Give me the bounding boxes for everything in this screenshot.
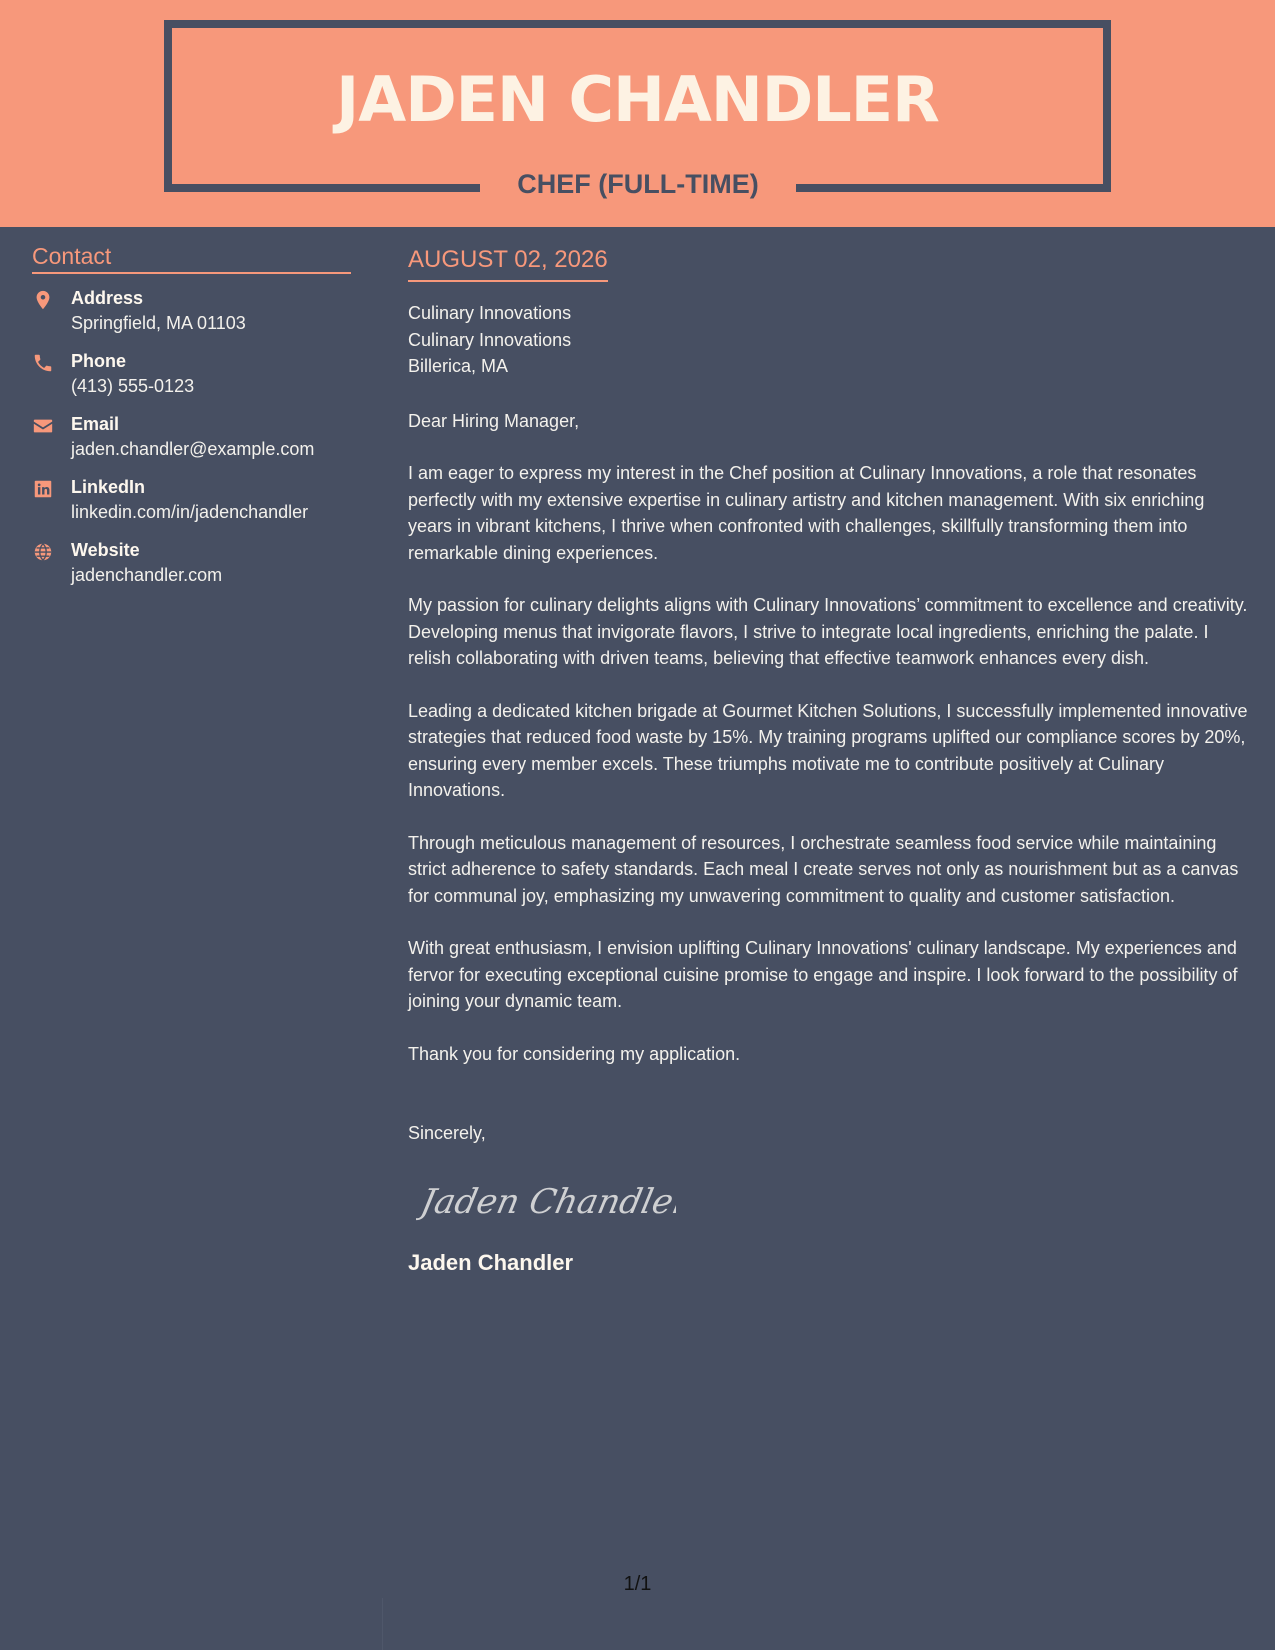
contact-label: LinkedIn [71, 477, 146, 497]
header-banner [0, 0, 1275, 227]
letter-paragraph: I am eager to express my interest in the Chef position at Culinary Innovations, a role that resonates perfectly with my extensive expertise in culinary artistry and kitchen management. With six enriching years in vibrant kitchens, I thrive when confronted with challenges, skillfully transforming them into remarkable dining experiences. [408, 463, 1205, 563]
contact-label: Website [71, 540, 140, 560]
contact-item-website [32, 538, 351, 601]
closing: Sincerely, [408, 1123, 486, 1143]
letter-paragraph: My passion for culinary delights aligns with Culinary Innovations’ commitment to excellence and creativity. Developing menus that invigorate flavors, I strive to integrate local ingredients, enriching the palate. I relish collaborating with driven teams, believing that effective teamwork enhances every dish. [408, 595, 1248, 668]
letter-paragraph: Leading a dedicated kitchen brigade at Gourmet Kitchen Solutions, I successfully implemented innovative strategies that reduced food waste by 15%. My training programs uplifted our compliance scores by 20%, ensuring every member excels. These triumphs motivate me to contribute positively at Culinary Innovations. [408, 700, 1248, 800]
letter-paragraph: Through meticulous management of resources, I orchestrate seamless food service while maintaining strict adherence to safety standards. Each meal I create serves not only as nourishment but as a canvas for communal joy, emphasizing my unwavering commitment to quality and customer satisfaction. [408, 832, 1239, 906]
salutation: Dear Hiring Manager, [408, 410, 580, 431]
contact-value: (413) 555-0123 [71, 376, 195, 396]
recipient-block [408, 300, 1253, 380]
contact-label: Email [71, 414, 120, 434]
contact-value: jaden.chandler@example.com [71, 439, 315, 459]
globe-icon [32, 541, 54, 563]
signer-name: Jaden Chandler [408, 1249, 574, 1275]
signature-image [416, 1171, 676, 1231]
page-number: 1/1 [623, 1573, 652, 1595]
contact-heading: Contact [32, 240, 351, 274]
contact-item-address [32, 286, 351, 349]
linkedin-icon [32, 478, 54, 500]
letter-paragraph: With great enthusiasm, I envision uplifting Culinary Innovations' culinary landscape. My experiences and fervor for executing exceptional cuisine promise to engage and inspire. I look forward to the possibility of joining your dynamic team. [408, 938, 1238, 1011]
contact-value: Springfield, MA 01103 [71, 313, 246, 333]
applicant-name: JADEN CHANDLER [336, 63, 939, 136]
map-pin-icon [32, 289, 54, 311]
contact-sidebar [32, 240, 351, 601]
envelope-icon [32, 415, 54, 437]
contact-item-linkedin [32, 475, 351, 538]
contact-value: linkedin.com/in/jadenchandler [71, 502, 309, 522]
column-divider [382, 1598, 383, 1650]
signature-script: Jaden Chandler [417, 1181, 676, 1222]
contact-label: Address [71, 288, 144, 308]
recipient-line: Billerica, MA [408, 356, 509, 376]
job-title: CHEF (FULL-TIME) [517, 169, 759, 199]
letter-date: AUGUST 02, 2026 [408, 244, 608, 282]
contact-list [32, 286, 351, 601]
letter-body [408, 244, 1253, 1278]
contact-item-phone [32, 349, 351, 412]
contact-value: jadenchandler.com [71, 565, 223, 585]
phone-icon [32, 352, 54, 374]
letter-paragraph: Thank you for considering my application. [408, 1043, 741, 1064]
role-label-wrap [480, 162, 796, 206]
recipient-line: Culinary Innovations [408, 303, 572, 323]
recipient-line: Culinary Innovations [408, 329, 572, 350]
contact-label: Phone [71, 351, 127, 371]
contact-item-email [32, 412, 351, 475]
